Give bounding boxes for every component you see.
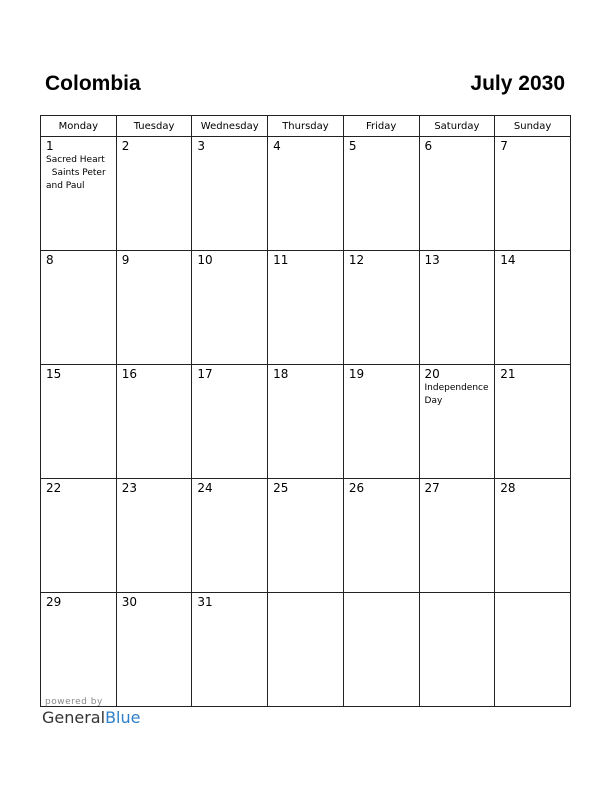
day-cell — [41, 593, 117, 707]
day-number: 20 — [424, 367, 440, 381]
powered-by-text: powered by — [45, 697, 103, 707]
day-cell — [419, 365, 495, 479]
day-cell — [343, 137, 419, 251]
day-cell — [268, 365, 344, 479]
day-cell — [495, 251, 571, 365]
day-cell — [41, 479, 117, 593]
day-cell — [41, 365, 117, 479]
day-cell — [192, 593, 268, 707]
day-number: 22 — [46, 481, 62, 495]
day-number: 31 — [197, 595, 213, 609]
day-cell — [495, 365, 571, 479]
day-cell — [343, 251, 419, 365]
weekday-header: Thursday — [268, 116, 344, 137]
day-cell — [41, 251, 117, 365]
day-number: 9 — [121, 253, 130, 267]
day-number: 8 — [46, 253, 54, 267]
day-cell — [192, 251, 268, 365]
day-number: 25 — [273, 481, 289, 495]
generalblue-logo[interactable] — [42, 708, 140, 728]
day-number: 7 — [500, 139, 508, 153]
day-cell — [116, 251, 192, 365]
day-number: 16 — [121, 367, 137, 381]
day-cell — [41, 137, 117, 251]
brand-part-general: General — [42, 708, 106, 727]
day-number: 1 — [46, 139, 54, 153]
weekday-header: Tuesday — [116, 116, 192, 137]
day-number: 18 — [273, 367, 289, 381]
week-row — [41, 479, 571, 593]
day-number: 21 — [500, 367, 516, 381]
day-cell — [268, 479, 344, 593]
holiday-label: Independence Day — [424, 383, 489, 406]
footer-branding — [42, 697, 140, 728]
day-cell — [343, 593, 419, 707]
calendar-country-title: Colombia — [45, 72, 141, 95]
day-number: 15 — [46, 367, 62, 381]
day-number: 29 — [46, 595, 62, 609]
day-number: 2 — [121, 139, 130, 153]
day-number: 19 — [348, 367, 365, 381]
day-cell — [419, 593, 495, 707]
day-number: 13 — [424, 253, 440, 267]
day-number: 17 — [197, 367, 213, 381]
day-number: 4 — [273, 139, 281, 153]
day-number: 14 — [500, 253, 516, 267]
weekday-header: Monday — [41, 116, 117, 137]
day-cell — [343, 365, 419, 479]
day-cell — [116, 593, 192, 707]
day-number: 6 — [424, 139, 433, 153]
day-cell — [268, 137, 344, 251]
day-cell — [419, 137, 495, 251]
day-number: 23 — [121, 481, 137, 495]
day-cell — [192, 479, 268, 593]
weekday-header: Saturday — [419, 116, 495, 137]
day-number: 5 — [348, 139, 357, 153]
day-number: 30 — [121, 595, 137, 609]
day-cell — [419, 251, 495, 365]
day-number: 28 — [500, 481, 516, 495]
day-number: 27 — [424, 481, 440, 495]
day-cell — [495, 137, 571, 251]
day-cell — [268, 593, 344, 707]
day-cell — [116, 137, 192, 251]
calendar-month-title: July 2030 — [470, 72, 565, 95]
day-cell — [116, 479, 192, 593]
weekday-header: Sunday — [495, 116, 571, 137]
day-cell — [495, 593, 571, 707]
day-number: 26 — [348, 481, 365, 495]
weekday-header: Friday — [343, 116, 419, 137]
day-number: 12 — [348, 253, 365, 267]
week-row — [41, 137, 571, 251]
week-row — [41, 593, 571, 707]
day-cell — [419, 479, 495, 593]
day-number: 10 — [197, 253, 213, 267]
day-number: 3 — [197, 139, 206, 153]
day-cell — [268, 251, 344, 365]
day-cell — [495, 479, 571, 593]
weekday-header-row — [41, 116, 571, 137]
holiday-label: Sacred Heart Saints Peter and Paul — [46, 155, 106, 191]
week-row — [41, 251, 571, 365]
day-number: 11 — [273, 253, 289, 267]
day-cell — [343, 479, 419, 593]
week-row — [41, 365, 571, 479]
day-number: 24 — [197, 481, 213, 495]
day-cell — [116, 365, 192, 479]
calendar-grid — [40, 115, 571, 707]
day-cell — [192, 365, 268, 479]
weekday-header: Wednesday — [192, 116, 268, 137]
day-cell — [192, 137, 268, 251]
brand-part-blue: Blue — [105, 708, 141, 727]
